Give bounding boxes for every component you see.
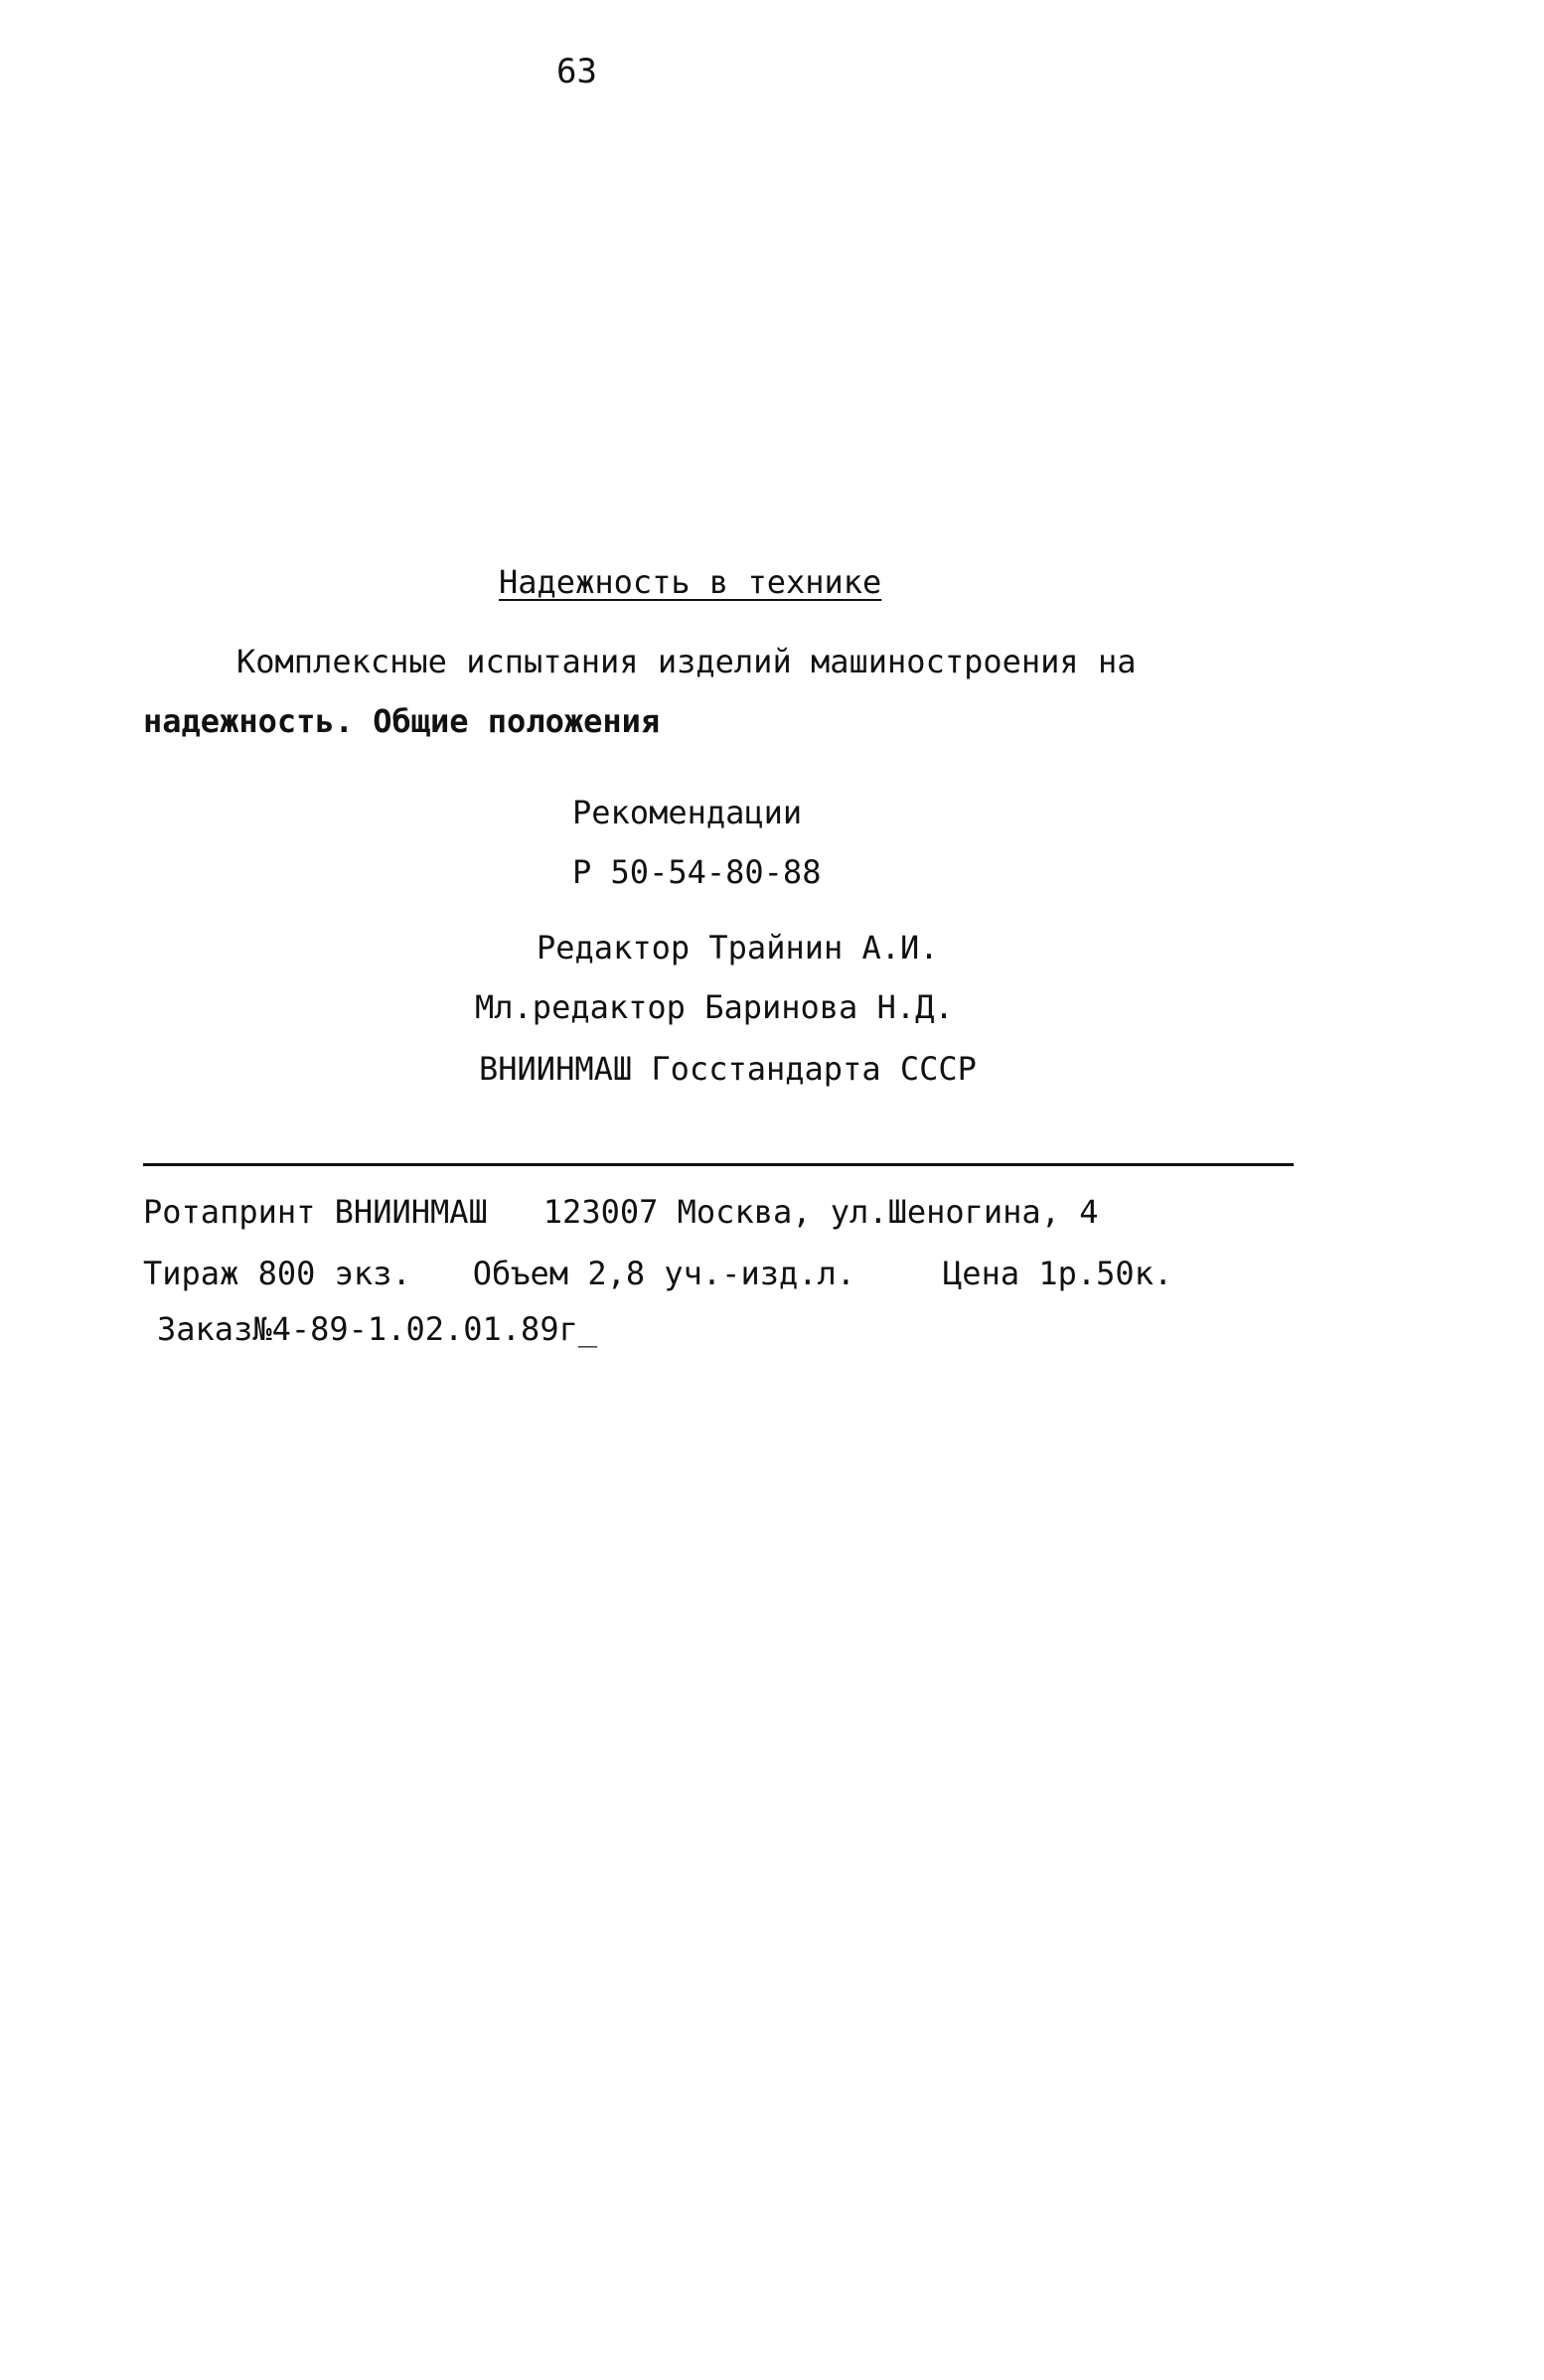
circulation: Тираж 800 экз. [143,1255,411,1292]
publisher-organization: ВНИИНМАШ Госстандарта СССР [479,1050,977,1088]
section-title: Надежность в технике [499,563,882,601]
price: Цена 1р.50к. [943,1255,1173,1292]
page-number: 63 [556,52,597,91]
document-title-line-1: Комплексные испытания изделий машиностроения на [236,643,1137,680]
order-number: Заказ№4-89-1.02.01.89г_ [157,1310,598,1348]
document-title-line-2: надежность. Общие положения [143,702,661,740]
imprint-meta-line [143,1254,1172,1293]
document-type: Рекомендации [572,794,803,831]
imprint-printer-line [143,1192,1098,1232]
junior-editor-credit: Мл.редактор Баринова Н.Д. [475,988,954,1026]
printer-name: Ротапринт ВНИИНМАШ [143,1193,488,1231]
printer-address: 123007 Москва, ул.Шеногина, 4 [542,1193,1099,1231]
document-code: Р 50-54-80-88 [572,853,822,891]
publication-volume: Объем 2,8 уч.-изд.л. [472,1255,856,1292]
imprint-divider [143,1163,1294,1166]
editor-credit: Редактор Трайнин А.И. [537,929,939,967]
